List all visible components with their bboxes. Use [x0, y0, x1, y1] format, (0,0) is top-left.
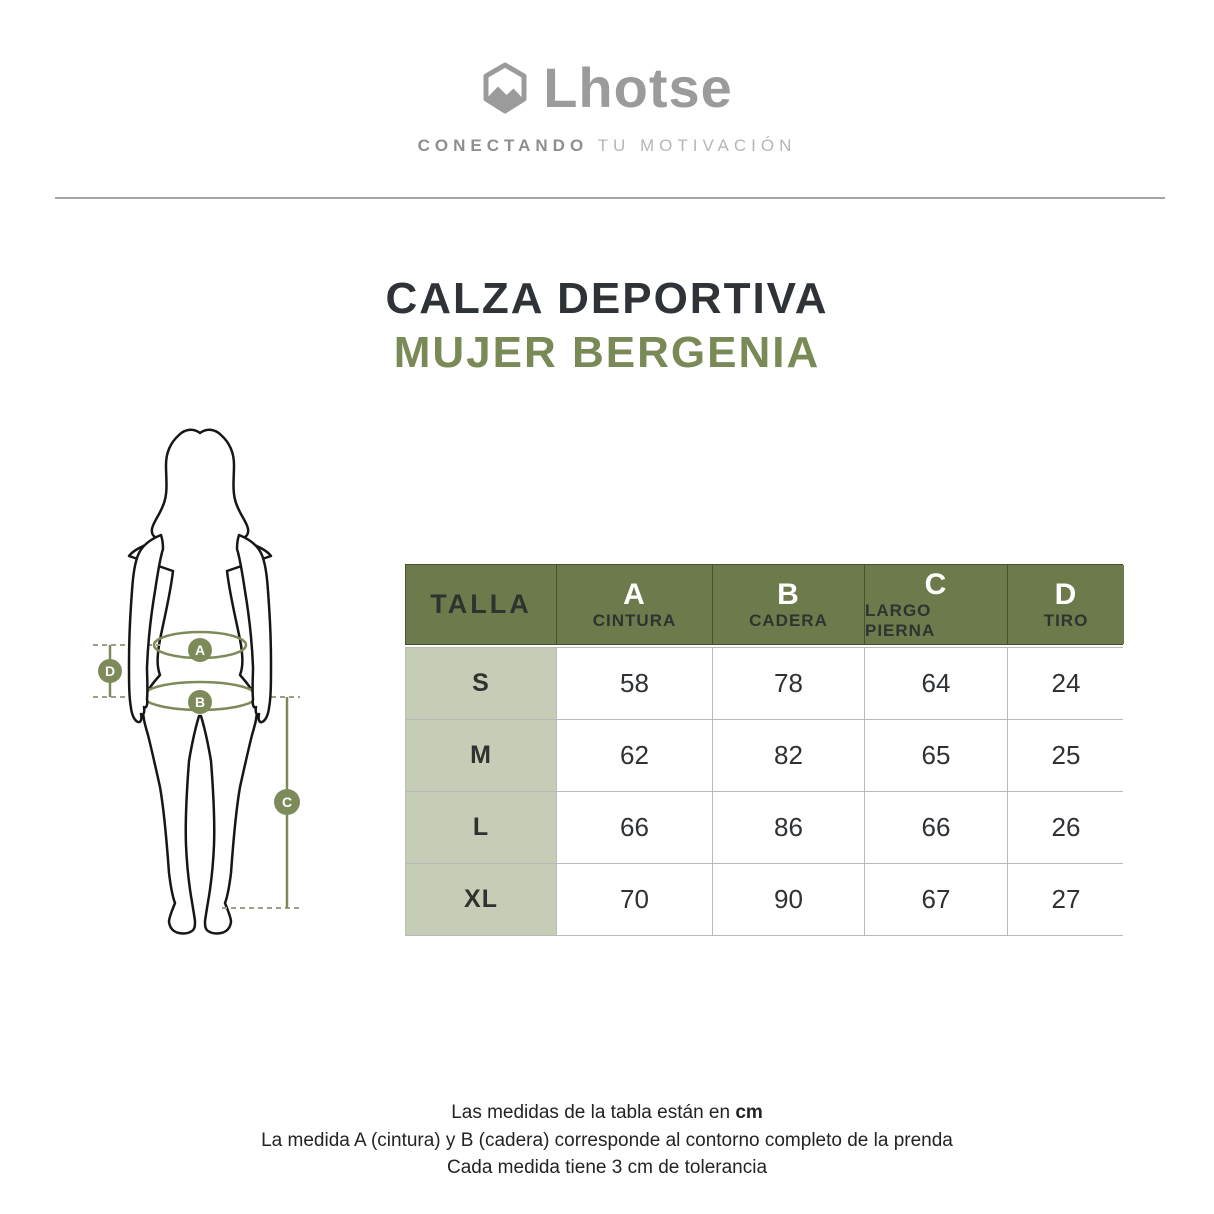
marker-b-label: B	[194, 694, 206, 710]
col-c-label: LARGO PIERNA	[865, 600, 936, 640]
brand-header	[0, 56, 1214, 119]
product-title-line2: MUJER BERGENIA	[393, 328, 821, 377]
mountain-hexagon-icon	[481, 62, 529, 114]
product-title	[0, 272, 1214, 380]
header-divider	[55, 197, 1165, 199]
tagline-light: TU MOTIVACIÓN	[597, 136, 797, 155]
measurement-figure	[85, 425, 305, 945]
value-l-cadera: 86	[713, 792, 864, 863]
header-cell-tiro	[1008, 565, 1124, 644]
size-cell-xl: XL	[406, 864, 556, 935]
footnote-line1-unit: cm	[735, 1102, 763, 1123]
col-a-label: CINTURA	[592, 610, 677, 630]
header-cell-talla	[406, 565, 556, 644]
marker-c	[274, 789, 300, 815]
talla-header-label: TALLA	[430, 589, 532, 619]
col-d-label: TIRO	[1043, 610, 1089, 630]
value-xl-cintura: 70	[557, 864, 712, 935]
value-l-largo-pierna: 66	[865, 792, 1007, 863]
value-s-cadera: 78	[713, 648, 864, 719]
brand-name: Lhotse	[543, 56, 733, 119]
value-m-tiro: 25	[1008, 720, 1124, 791]
value-s-tiro: 24	[1008, 648, 1124, 719]
value-l-tiro: 26	[1008, 792, 1124, 863]
value-m-cintura: 62	[557, 720, 712, 791]
value-s-cintura: 58	[557, 648, 712, 719]
size-table-body	[405, 647, 1123, 936]
footnote-line1-text: Las medidas de la tabla están en	[451, 1102, 736, 1123]
footnotes	[0, 1099, 1214, 1182]
value-s-largo-pierna: 64	[865, 648, 1007, 719]
marker-a-label: A	[194, 642, 206, 658]
value-xl-cadera: 90	[713, 864, 864, 935]
footnote-line2: La medida A (cintura) y B (cadera) corresponde al contorno completo de la prenda	[261, 1129, 953, 1151]
marker-d-label: D	[104, 663, 116, 679]
col-b-letter: B	[777, 577, 800, 611]
size-cell-m: M	[406, 720, 556, 791]
col-c-letter: C	[924, 567, 948, 601]
brand-tagline	[0, 136, 1214, 156]
footnote-line3: Cada medida tiene 3 cm de tolerancia	[446, 1157, 768, 1178]
value-l-cintura: 66	[557, 792, 712, 863]
woman-silhouette-diagram	[85, 425, 305, 945]
footnote-line1	[0, 1099, 1214, 1127]
col-d-letter: D	[1054, 577, 1078, 611]
value-xl-largo-pierna: 67	[865, 864, 1007, 935]
marker-d	[98, 659, 122, 683]
header-cell-cintura	[557, 565, 712, 644]
col-b-label: CADERA	[749, 610, 828, 630]
marker-b	[188, 690, 212, 714]
product-title-line1: CALZA DEPORTIVA	[385, 274, 829, 323]
header-cell-cadera	[713, 565, 864, 644]
header-cell-largo-pierna	[865, 565, 1007, 644]
size-cell-l: L	[406, 792, 556, 863]
marker-c-label: C	[281, 794, 293, 810]
col-a-letter: A	[623, 577, 646, 611]
value-xl-tiro: 27	[1008, 864, 1124, 935]
size-table	[405, 564, 1123, 936]
tagline-bold: CONECTANDO	[417, 136, 589, 155]
value-m-largo-pierna: 65	[865, 720, 1007, 791]
size-table-header	[405, 564, 1123, 645]
size-cell-s: S	[406, 648, 556, 719]
value-m-cadera: 82	[713, 720, 864, 791]
marker-a	[188, 638, 212, 662]
